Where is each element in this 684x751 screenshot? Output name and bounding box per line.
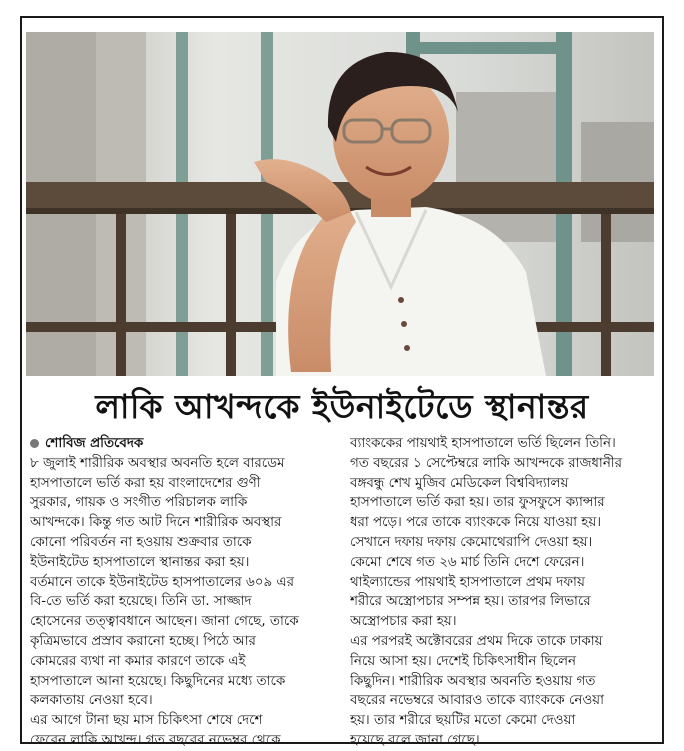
body-line: হয়। তার শরীরে ছয়টির মতো কেমো দেওয়া xyxy=(350,713,576,729)
body-line: ৮ জুলাই শারীরিক অবস্থার অবনতি হলে বারডেম xyxy=(30,455,285,471)
body-line: শরীরে অস্ত্রোপচার সম্পন্ন হয়। তারপর লিভারে xyxy=(350,594,591,610)
body-line: কোমরের ব্যথা না কমার কারণে তাকে এই xyxy=(30,653,246,669)
portrait-image xyxy=(26,32,654,376)
body-line: হাসপাতালে আনা হয়েছে। কিছুদিনের মধ্যে তাকে xyxy=(30,673,286,689)
body-line: কলকাতায় নেওয়া হবে। xyxy=(30,693,153,709)
body-line: কৃত্রিমভাবে প্রস্রাব করানো হচ্ছে। পিঠে আর xyxy=(30,633,256,649)
bullet-icon xyxy=(30,439,39,448)
body-line: বর্তমানে তাকে ইউনাইটেড হাসপাতালের ৬০৯ এর xyxy=(30,574,294,590)
body-line: অস্ত্রোপচার করা হয়। xyxy=(350,614,457,630)
body-line: ধরা পড়ে। পরে তাকে ব্যাংককে নিয়ে যাওয়া হয়। xyxy=(350,515,602,531)
body-line: গত বছরের ১ সেপ্টেম্বরে লাকি আখন্দকে রাজধানীর xyxy=(350,455,623,471)
body-line: এর পরপরই অক্টোবরের প্রথম দিকে তাকে ঢাকায় xyxy=(350,633,603,649)
body-line: ফেরেন লাকি আখন্দ। গত বছরের নভেম্বর থেকে xyxy=(30,732,281,748)
body-line: হোসেনের তত্ত্বাবধানে আছেন। জানা গেছে, তাকে xyxy=(30,614,299,630)
body-line: কিছুদিন। শারীরিক অবস্থার অবনতি হওয়ায় গত xyxy=(350,673,596,689)
body-line: কেমো শেষে গত ২৬ মার্চ তিনি দেশে ফেরেন। xyxy=(350,554,585,570)
byline-text: শোবিজ প্রতিবেদক xyxy=(45,436,144,451)
body-line: এর আগে টানা ছয় মাস চিকিৎসা শেষে দেশে xyxy=(30,713,263,729)
body-line: বছরের নভেম্বরে আবারও তাকে ব্যাংককে নেওয়া xyxy=(350,693,604,709)
article-column-right xyxy=(350,434,656,751)
body-line: বি-তে ভর্তি করা হয়েছে। তিনি ডা. সাজ্জাদ xyxy=(30,594,252,610)
body-line: হয়েছে বলে জানা গেছে। xyxy=(350,732,480,748)
body-line: আখন্দকে। কিন্তু গত আট দিনে শারীরিক অবস্থার xyxy=(30,515,282,531)
body-line: ব্যাংককের পায়থাই হাসপাতালে ভর্তি ছিলেন তিনি। xyxy=(350,436,616,451)
body-line: থাইল্যান্ডের পায়থাই হাসপাতালে প্রথম দফায় xyxy=(350,574,585,590)
headline: লাকি আখন্দকে ইউনাইটেডে স্থানান্তর xyxy=(95,387,589,426)
body-line: হাসপাতালে ভর্তি করা হয় বাংলাদেশের গুণী xyxy=(30,475,261,491)
body-line: নিয়ে আসা হয়। দেশেই চিকিৎসাধীন ছিলেন xyxy=(350,653,576,669)
article-photo xyxy=(26,32,654,376)
body-line: কোনো পরিবর্তন না হওয়ায় শুক্রবার তাকে xyxy=(30,534,252,550)
body-line: বঙ্গবন্ধু শেখ মুজিব মেডিকেল বিশ্ববিদ্যালয় xyxy=(350,475,569,491)
article-column-left xyxy=(30,434,334,751)
byline xyxy=(30,434,334,454)
body-line: সেখানে দফায় দফায় কেমোথেরাপি দেওয়া হয়। xyxy=(350,534,593,550)
body-line: সুরকার, গায়ক ও সংগীত পরিচালক লাকি xyxy=(30,495,248,511)
body-line: হাসপাতালে ভর্তি করা হয়। তার ফুসফুসে ক্যান্সার xyxy=(350,495,605,511)
body-line: ইউনাইটেড হাসপাতালে স্থানান্তর করা হয়। xyxy=(30,554,250,570)
